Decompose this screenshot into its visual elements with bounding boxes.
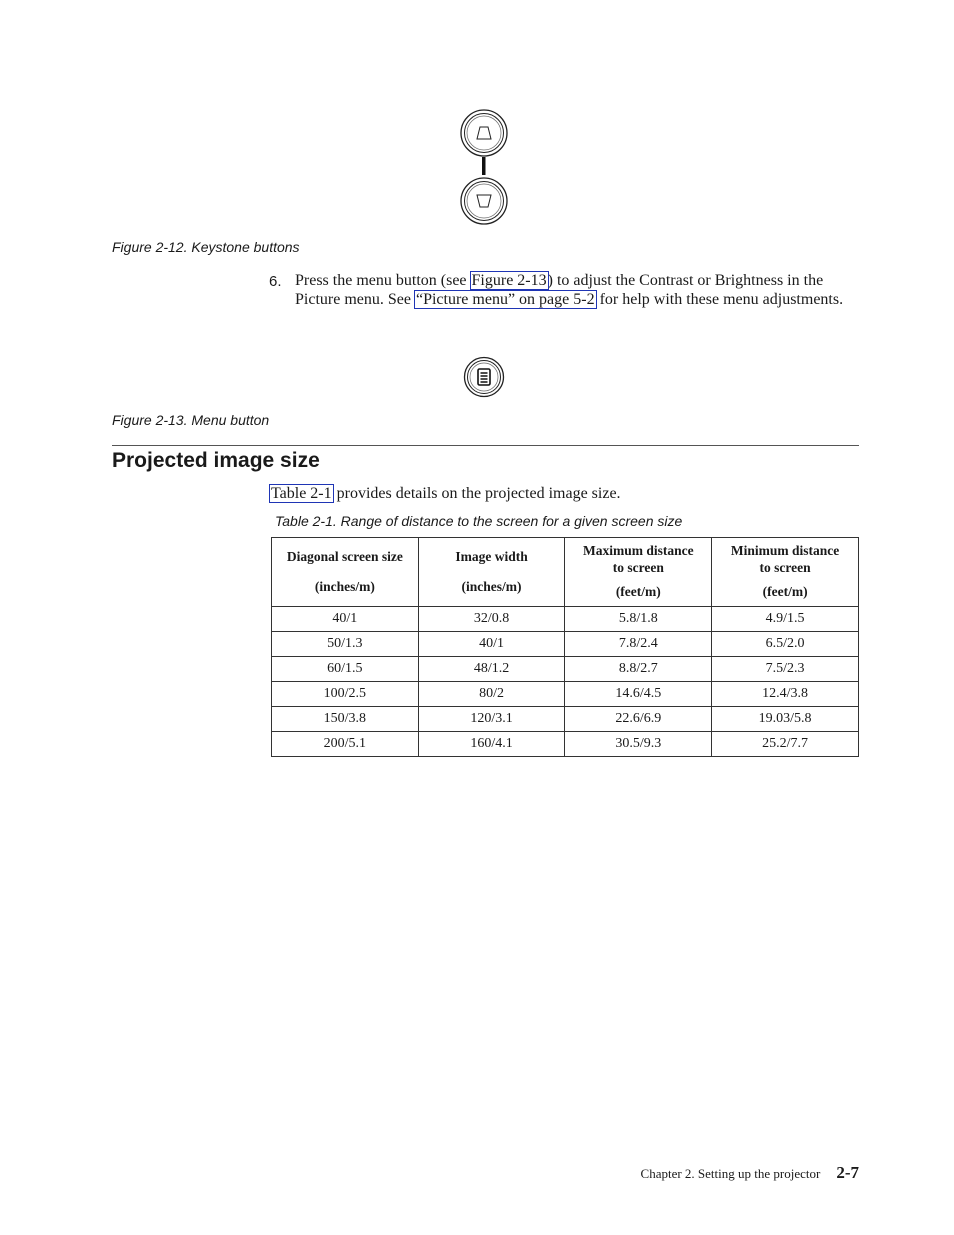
cell-diagonal: 100/2.5	[272, 682, 419, 707]
section-rule	[112, 445, 859, 446]
step-number: 6.	[269, 273, 282, 290]
menu-button-figure	[463, 356, 505, 398]
cell-width: 40/1	[418, 632, 565, 657]
table-row	[272, 732, 859, 757]
cell-min-distance: 6.5/2.0	[712, 632, 859, 657]
keystone-buttons-figure	[457, 108, 511, 226]
keystone-connector	[482, 157, 486, 175]
keystone-figure-svg	[457, 108, 511, 226]
table-caption: Table 2-1. Range of distance to the screen for a given screen size	[275, 513, 683, 529]
distance-table	[271, 537, 859, 757]
header-label: Maximum distance to screen	[582, 543, 694, 575]
keystone-down-icon	[461, 178, 507, 224]
footer-page-number: 2-7	[836, 1163, 859, 1182]
step-6-text	[295, 272, 855, 309]
cell-width: 80/2	[418, 682, 565, 707]
header-label: Minimum distance to screen	[730, 543, 840, 575]
header-diagonal-screen-size	[272, 538, 419, 607]
menu-button-icon	[463, 356, 505, 398]
table-row	[272, 707, 859, 732]
keystone-up-icon	[461, 110, 507, 156]
cell-width: 48/1.2	[418, 657, 565, 682]
cell-max-distance: 14.6/4.5	[565, 682, 712, 707]
header-unit: (feet/m)	[615, 584, 661, 600]
cell-diagonal: 60/1.5	[272, 657, 419, 682]
header-unit: (feet/m)	[762, 584, 808, 600]
header-label: Image width	[455, 548, 528, 564]
table-row	[272, 657, 859, 682]
cell-width: 160/4.1	[418, 732, 565, 757]
cell-min-distance: 7.5/2.3	[712, 657, 859, 682]
header-minimum-distance	[712, 538, 859, 607]
table-row	[272, 632, 859, 657]
cell-diagonal: 40/1	[272, 607, 419, 632]
cell-diagonal: 150/3.8	[272, 707, 419, 732]
picture-menu-link[interactable]: “Picture menu” on page 5-2	[415, 290, 595, 308]
cell-max-distance: 8.8/2.7	[565, 657, 712, 682]
cell-min-distance: 12.4/3.8	[712, 682, 859, 707]
cell-width: 32/0.8	[418, 607, 565, 632]
cell-max-distance: 30.5/9.3	[565, 732, 712, 757]
figure-2-12-caption: Figure 2-12. Keystone buttons	[112, 239, 300, 255]
header-image-width	[418, 538, 565, 607]
header-unit: (inches/m)	[461, 579, 522, 594]
step-text-2: ) to adjust the Contrast or Brightness in the Picture menu. See	[295, 272, 824, 308]
cell-width: 120/3.1	[418, 707, 565, 732]
header-unit: (inches/m)	[314, 579, 375, 594]
step-text-3: for help with these menu adjustments.	[595, 290, 844, 308]
section-title: Projected image size	[112, 449, 320, 472]
cell-max-distance: 22.6/6.9	[565, 707, 712, 732]
footer-chapter: Chapter 2. Setting up the projector	[640, 1166, 821, 1181]
table-header-row	[272, 538, 859, 607]
header-maximum-distance	[565, 538, 712, 607]
cell-max-distance: 7.8/2.4	[565, 632, 712, 657]
header-label: Diagonal screen size	[286, 548, 403, 564]
table-row	[272, 682, 859, 707]
cell-min-distance: 19.03/5.8	[712, 707, 859, 732]
step-text-1: Press the menu button (see	[295, 272, 471, 289]
cell-min-distance: 25.2/7.7	[712, 732, 859, 757]
table-row	[272, 607, 859, 632]
cell-min-distance: 4.9/1.5	[712, 607, 859, 632]
cell-diagonal: 50/1.3	[272, 632, 419, 657]
figure-2-13-link[interactable]: Figure 2-13	[471, 272, 547, 289]
cell-max-distance: 5.8/1.8	[565, 607, 712, 632]
intro-text: provides details on the projected image size.	[332, 485, 621, 502]
page-footer	[641, 1163, 859, 1183]
figure-2-13-caption: Figure 2-13. Menu button	[112, 412, 270, 428]
table-2-1-link[interactable]: Table 2-1	[271, 485, 332, 502]
section-intro	[270, 485, 621, 504]
cell-diagonal: 200/5.1	[272, 732, 419, 757]
